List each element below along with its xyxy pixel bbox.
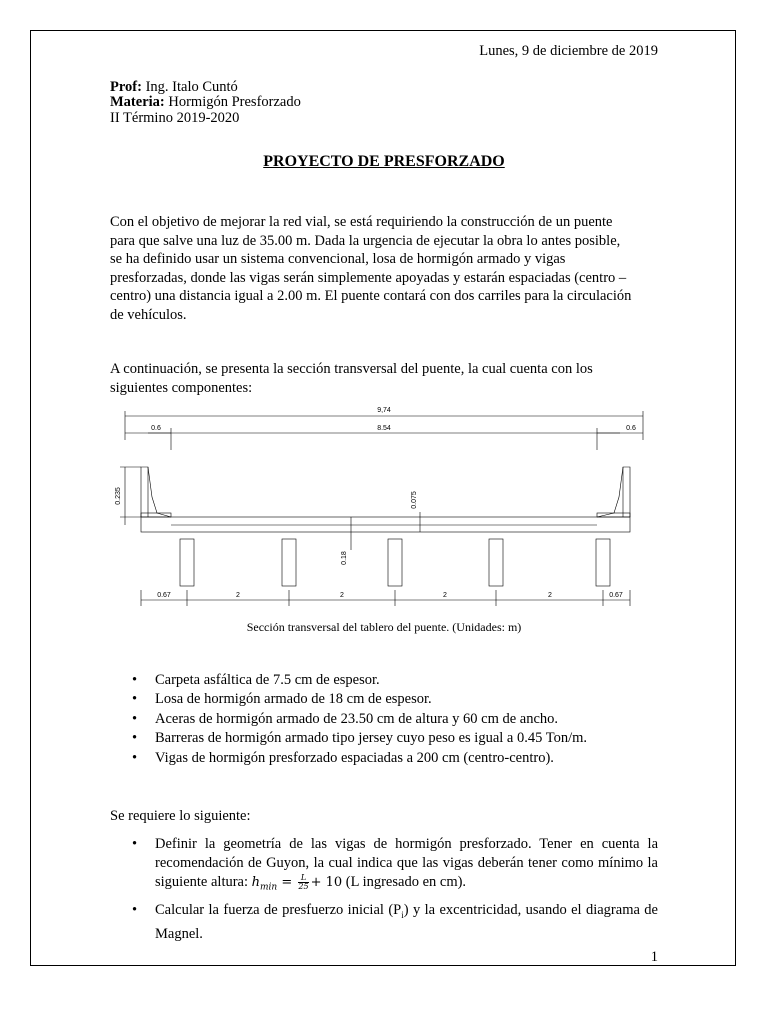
- height-formula: [251, 872, 343, 893]
- dim-asphalt-label: 0.075: [411, 491, 418, 509]
- dim-left-sidewalk-label: 0.6: [151, 425, 161, 432]
- girder: [596, 539, 610, 586]
- dim-bottom-label: 2: [443, 592, 447, 599]
- girder: [388, 539, 402, 586]
- girder: [180, 539, 194, 586]
- professor-name: Ing. Italo Cuntó: [141, 79, 238, 95]
- formula-rhs: + 10: [310, 874, 343, 890]
- left-barrier: [141, 467, 171, 517]
- subject-label: Materia:: [110, 94, 165, 110]
- intro-line: de vehículos.: [110, 306, 187, 323]
- page-number: 1: [650, 949, 658, 965]
- girder: [282, 539, 296, 586]
- requirement-1-tail: (L ingresado en cm).: [342, 873, 467, 890]
- fraction-numerator: L: [298, 874, 308, 883]
- right-sidewalk: [597, 513, 630, 517]
- dim-bottom-label: 2: [340, 592, 344, 599]
- term-line: II Término 2019-2020: [110, 110, 240, 126]
- formula-fraction: [298, 874, 308, 891]
- intro-line: se ha definido usar un sistema convencional, losa de hormigón armado y vigas: [110, 251, 566, 268]
- components-list: [110, 671, 658, 768]
- figure-caption: Sección transversal del tablero del puente. (Unidades: m): [246, 620, 522, 634]
- dim-bottom-label: 0.67: [157, 592, 171, 599]
- formula-eq: =: [277, 874, 297, 890]
- list-item: • Aceras de hormigón armado de 23.50 cm de altura y 60 cm de ancho.: [110, 710, 658, 729]
- requirements-intro: Se requiere lo siguiente:: [110, 808, 251, 824]
- dim-center-label: 8.54: [377, 425, 391, 432]
- section-intro-line: A continuación, se presenta la sección transversal del puente, la cual cuenta con los: [110, 361, 593, 377]
- fraction-denominator: 25: [298, 881, 309, 891]
- list-item: • Barreras de hormigón armado tipo jersey cuyo peso es igual a 0.45 Ton/m.: [110, 729, 658, 748]
- requirement-2-text-b: ) y la excentricidad, usando el diagrama de Magnel.: [155, 901, 658, 942]
- dim-bottom-label: 2: [236, 592, 240, 599]
- list-item: [110, 835, 658, 897]
- requirements-list: [110, 835, 658, 943]
- section-intro-line: siguientes componentes:: [110, 379, 253, 396]
- right-barrier: [597, 467, 630, 517]
- document-date: Lunes, 9 de diciembre de 2019: [479, 43, 658, 59]
- intro-line: para que salve una luz de 35.00 m. Dada la urgencia de ejecutar la obra lo antes posible,: [110, 232, 621, 249]
- girder: [489, 539, 503, 586]
- intro-line: Con el objetivo de mejorar la red vial, se está requiriendo la construcción de un puente: [110, 214, 613, 230]
- dim-bottom-label: 2: [548, 592, 552, 599]
- requirement-2-sub: i: [401, 909, 404, 920]
- dim-slab-label: 0.18: [341, 551, 348, 565]
- subject-name: Hormigón Presforzado: [164, 94, 301, 110]
- requirement-2-text-a: Calcular la fuerza de presfuerzo inicial (P: [155, 901, 402, 918]
- dim-sidewalk-height-label: 0.235: [115, 487, 122, 505]
- requirement-1-text: Definir la geometría de las vigas de hormigón presforzado. Tener en cuenta la recomendación de Guyon, la cual indica que las vigas deberán tener como mínimo la siguiente altura:: [155, 836, 658, 890]
- deck-slab: [141, 517, 630, 532]
- formula-lhs: h: [251, 874, 261, 890]
- professor-label: Prof:: [110, 79, 142, 95]
- intro-line: centro) una distancia igual a 2.00 m. El puente contará con dos carriles para la circulación: [110, 288, 632, 305]
- intro-paragraph: [110, 213, 658, 325]
- subject-line: [110, 94, 301, 111]
- dim-bottom-label: 0.67: [609, 592, 623, 599]
- document-title-text: PROYECTO DE PRESFORZADO: [263, 153, 505, 170]
- formula-sub: min: [260, 882, 278, 893]
- section-intro-paragraph: [110, 360, 658, 397]
- dim-total-label: 9,74: [377, 407, 391, 414]
- cross-section-drawing: [110, 400, 658, 612]
- list-item: • Vigas de hormigón presforzado espaciadas a 200 cm (centro-centro).: [110, 749, 658, 768]
- intro-line: presforzadas, donde las vigas serán simplemente apoyadas y estarán espaciadas (centro –: [110, 269, 627, 286]
- document-title: [0, 153, 768, 171]
- dim-right-sidewalk-label: 0.6: [626, 425, 636, 432]
- list-item: • Carpeta asfáltica de 7.5 cm de espesor.: [110, 671, 658, 690]
- list-item: [110, 901, 658, 943]
- list-item: • Losa de hormigón armado de 18 cm de espesor.: [110, 690, 658, 709]
- left-sidewalk: [141, 513, 171, 517]
